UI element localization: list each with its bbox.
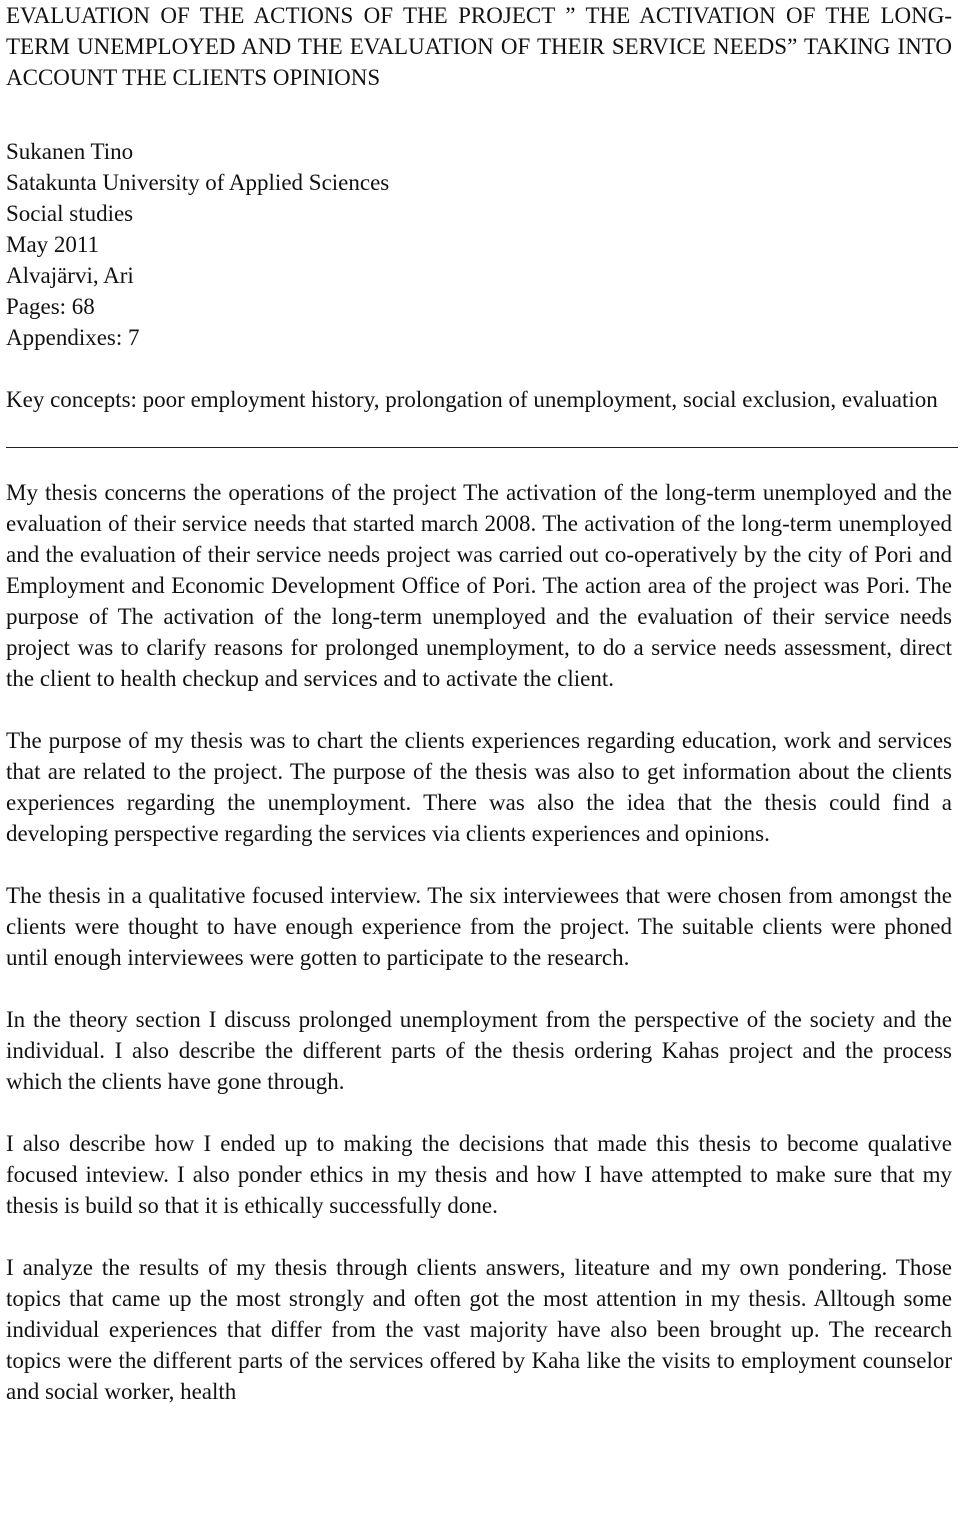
author: Sukanen Tino	[6, 139, 134, 164]
page-count: Pages: 68	[6, 294, 95, 319]
institution: Satakunta University of Applied Sciences	[6, 170, 390, 195]
paragraph: The thesis in a qualitative focused interview. The six interviewees that were chosen from amongst the clients were thought to have enough experience from the project. The suitable clients were phoned until enough interviewees were gotten to participate to the research.	[6, 883, 952, 970]
paragraph: The purpose of my thesis was to chart the clients experiences regarding education, work and services that are related to the project. The purpose of the thesis was also to get information about the clients experiences regarding the unemployment. There was also the idea that the thesis could find a developing perspective regarding the services via clients experiences and opinions.	[6, 728, 952, 846]
abstract-meta	[6, 136, 952, 353]
paragraph: I also describe how I ended up to making the decisions that made this thesis to become qualative focused inteview. I also ponder ethics in my thesis and how I have attempted to make sure that my thesis is build so that it is ethically successfully done.	[6, 1131, 952, 1218]
paragraph: I analyze the results of my thesis through clients answers, liteature and my own pondering. Those topics that came up the most strongly and often got the most attention in my thesis. Alltough some individual experiences that differ from the vast majority have also been brought up. The recearch topics were the different parts of the services offered by Kaha like the visits to employment counselor and social worker, health	[6, 1255, 952, 1404]
abstract-body	[6, 477, 952, 1407]
date: May 2011	[6, 232, 100, 257]
paragraph: My thesis concerns the operations of the project The activation of the long-term unemployed and the evaluation of their service needs that started march 2008. The activation of the long-term unemployed and the evaluation of their service needs project was carried out co-operatively by the city of Pori and Employment and Economic Development Office of Pori. The action area of the project was Pori. The purpose of The activation of the long-term unemployed and the evaluation of their service needs project was to clarify reasons for prolonged unemployment, to do a service needs assessment, direct the client to health checkup and services and to activate the client.	[6, 480, 952, 691]
divider	[6, 447, 958, 448]
paragraph: In the theory section I discuss prolonged unemployment from the perspective of the society and the individual. I also describe the different parts of the thesis ordering Kahas project and the process which the clients have gone through.	[6, 1007, 952, 1094]
department: Social studies	[6, 201, 134, 226]
key-concepts: Key concepts: poor employment history, prolongation of unemployment, social exclusion, evaluation	[6, 387, 938, 412]
appendix-count: Appendixes: 7	[6, 325, 140, 350]
document-title: EVALUATION OF THE ACTIONS OF THE PROJECT ” THE ACTIVATION OF THE LONG-TERM UNEMPLOYED AND THE EVALUATION OF THEIR SERVICE NEEDS” TAKING INTO ACCOUNT THE CLIENTS OPINIONS	[6, 3, 952, 90]
supervisor: Alvajärvi, Ari	[6, 263, 134, 288]
